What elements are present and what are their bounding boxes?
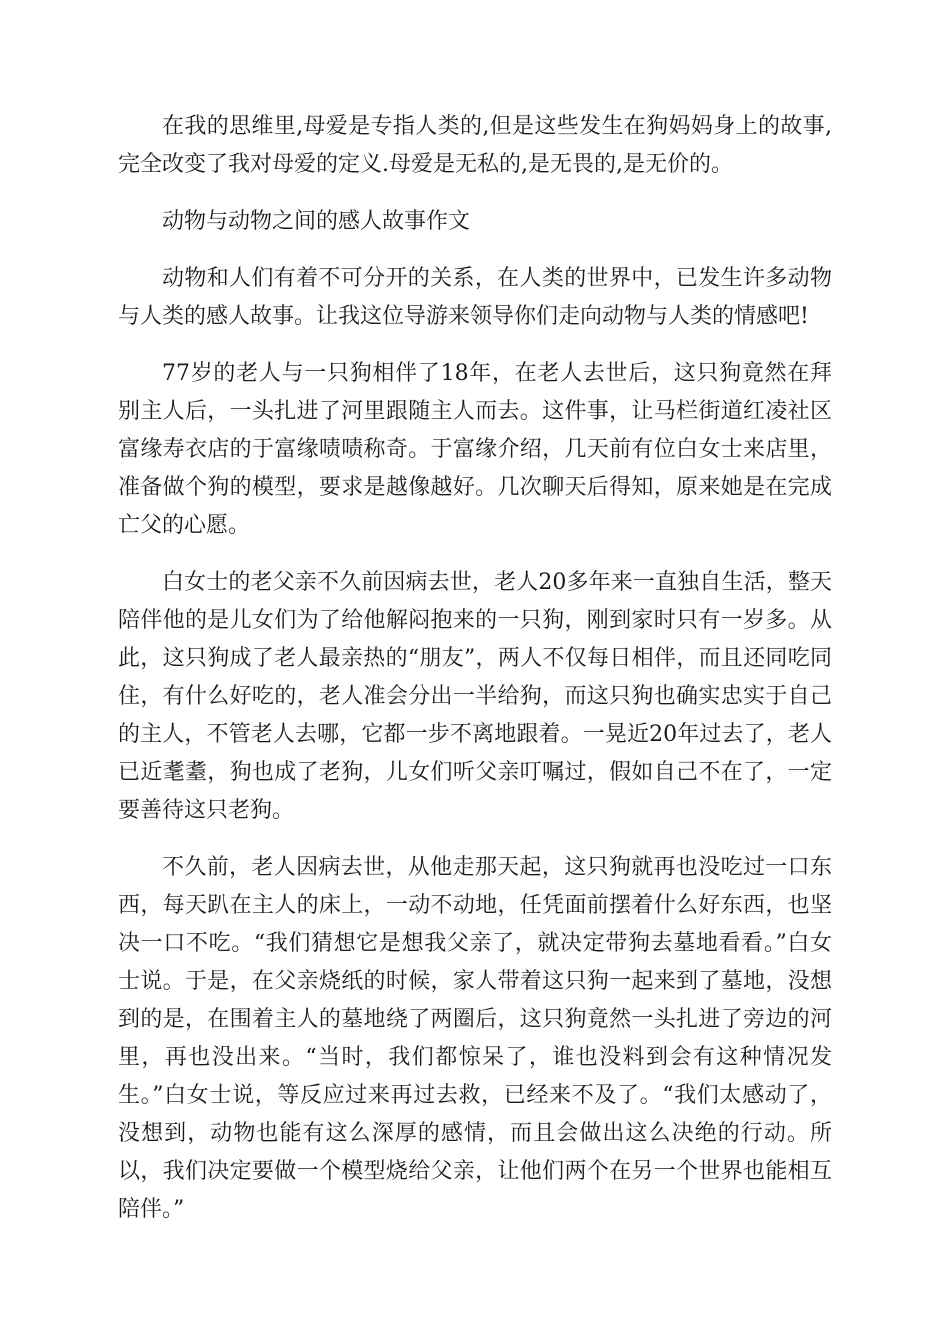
paragraph-dog-river: 不久前，老人因病去世，从他走那天起，这只狗就再也没吃过一口东西，每天趴在主人的床上，一动不动地，任凭面前摆着什么好东西，也坚决一口不吃。“我们猜想它是想我父亲了，就决定带狗去墓地看看。”白女士说。于是，在父亲烧纸的时候，家人带着这只狗一起来到了墓地，没想到的是，在围着主人的墓地绕了两圈后，这只狗竟然一头扎进了旁边的河里，再也没出来。“当时，我们都惊呆了，谁也没料到会有这种情况发生。”白女士说，等反应过来再过去救，已经来不及了。“我们太感动了，没想到，动物也能有这么深厚的感情，而且会做出这么决绝的行动。所以，我们决定要做一个模型烧给父亲，让他们两个在另一个世界也能相互陪伴。” [118, 855, 832, 1222]
paragraph-old-man-dog: 77岁的老人与一只狗相伴了18年，在老人去世后，这只狗竟然在拜别主人后，一头扎进了河里跟随主人而去。这件事，让马栏街道红凌社区富缘寿衣店的于富缘啧啧称奇。于富缘介绍，几天前有位白女士来店里，准备做个狗的模型，要求是越像越好。几次聊天后得知，原来她是在完成亡父的心愿。 [118, 361, 832, 538]
section-title: 动物与动物之间的感人故事作文 [162, 209, 471, 234]
paragraph-father-story: 白女士的老父亲不久前因病去世，老人20多年来一直独自生活，整天陪伴他的是儿女们为了给他解闷抱来的一只狗，刚到家时只有一岁多。从此，这只狗成了老人最亲热的“朋友”，两人不仅每日相伴，而且还同吃同住，有什么好吃的，老人准会分出一半给狗，而这只狗也确实忠实于自己的主人，不管老人去哪，它都一步不离地跟着。一晃近20年过去了，老人已近耄耋，狗也成了老狗，儿女们听父亲叮嘱过，假如自己不在了，一定要善待这只老狗。 [118, 570, 832, 823]
paragraph-relationship: 动物和人们有着不可分开的关系，在人类的世界中，已发生许多动物与人类的感人故事。让我这位导游来领导你们走向动物与人类的情感吧! [118, 266, 832, 329]
paragraph-intro: 在我的思维里,母爱是专指人类的,但是这些发生在狗妈妈身上的故事,完全改变了我对母爱的定义.母爱是无私的,是无畏的,是无价的。 [118, 114, 832, 177]
document-body [118, 108, 832, 1248]
